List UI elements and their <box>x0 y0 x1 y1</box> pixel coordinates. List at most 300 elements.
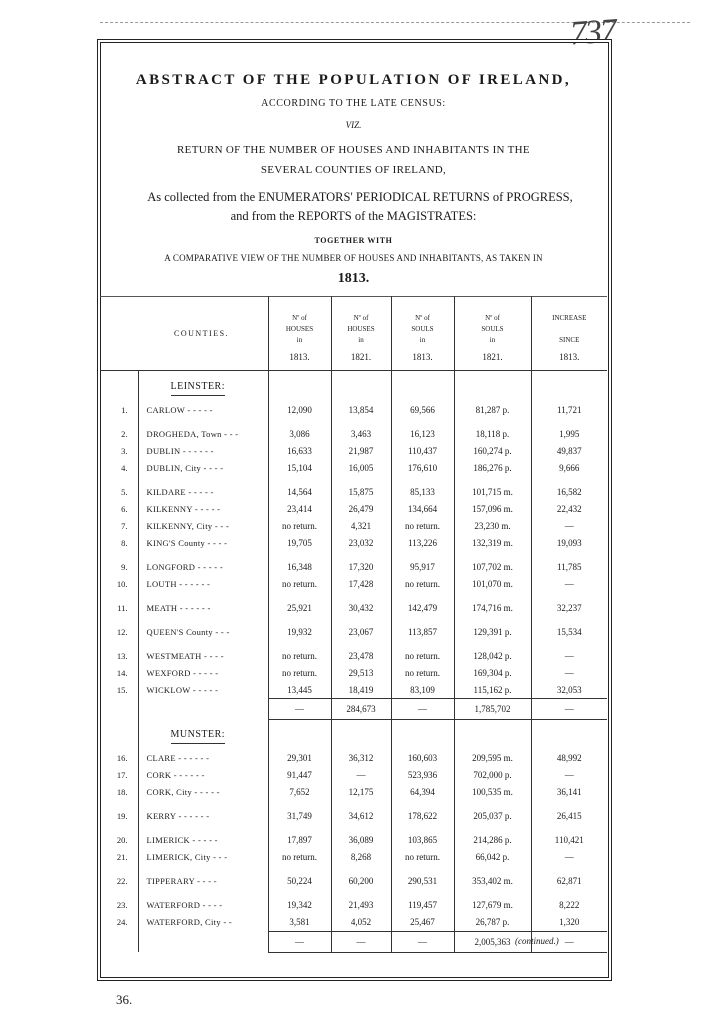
value-cell-s21: 127,679 m. <box>454 897 531 914</box>
value-cell-inc: 15,534 <box>531 623 607 640</box>
province-row <box>100 720 607 750</box>
empty-cell <box>268 616 331 623</box>
value-cell-h13: no return. <box>268 849 331 866</box>
table-row <box>100 623 607 640</box>
value-cell-s13: 134,664 <box>391 500 454 517</box>
empty-cell <box>454 616 531 623</box>
table-row <box>100 808 607 825</box>
table-row <box>100 558 607 575</box>
empty-cell <box>391 720 454 750</box>
value-cell-s21: 702,000 p. <box>454 767 531 784</box>
province-label: MUNSTER: <box>171 729 226 744</box>
value-cell-s13: no return. <box>391 647 454 664</box>
value-cell-s21: 186,276 p. <box>454 459 531 476</box>
row-number <box>100 720 138 750</box>
column-header: Nº of SOULS in 1813. <box>391 297 454 371</box>
county-name: LIMERICK - - - - - <box>138 832 268 849</box>
table-row <box>100 647 607 664</box>
county-name <box>138 801 268 808</box>
value-cell-s13: — <box>391 931 454 952</box>
table-row <box>100 500 607 517</box>
collected-line-2: and from the REPORTS of the MAGISTRATES: <box>230 209 477 223</box>
value-cell-inc: — <box>531 767 607 784</box>
value-cell-inc: 110,421 <box>531 832 607 849</box>
value-cell-h13: 19,705 <box>268 534 331 551</box>
row-number: 17. <box>116 770 128 780</box>
value-cell-h21: 4,052 <box>331 914 391 932</box>
table-body <box>100 371 607 953</box>
county-name <box>138 825 268 832</box>
value-cell-h13: 91,447 <box>268 767 331 784</box>
value-cell-h21: 23,067 <box>331 623 391 640</box>
county-name: KING'S County - - - - <box>138 534 268 551</box>
province-name <box>138 371 268 402</box>
together-with-label: TOGETHER WITH <box>314 236 393 245</box>
row-number <box>100 418 138 425</box>
county-name: DROGHEDA, Town - - - <box>138 425 268 442</box>
row-number: 4. <box>121 462 128 473</box>
empty-cell <box>454 866 531 873</box>
value-cell-s21: 2,005,363 <box>454 931 531 952</box>
value-cell-s13: 523,936 <box>391 767 454 784</box>
row-number: 16. <box>116 753 128 763</box>
county-name <box>138 592 268 599</box>
value-cell-inc: 32,237 <box>531 599 607 616</box>
value-cell-h21: 26,479 <box>331 500 391 517</box>
row-number: 21. <box>116 852 128 862</box>
empty-cell <box>531 371 607 402</box>
county-name <box>138 699 268 720</box>
value-cell-s21: 209,595 m. <box>454 750 531 767</box>
value-cell-s21: 169,304 p. <box>454 664 531 681</box>
empty-cell <box>391 551 454 558</box>
empty-cell <box>268 551 331 558</box>
empty-cell <box>391 418 454 425</box>
value-cell-s21: 101,070 m. <box>454 575 531 592</box>
table-row <box>100 897 607 914</box>
value-cell-s13: 85,133 <box>391 483 454 500</box>
spacer-row <box>100 418 607 425</box>
value-cell-h21: 284,673 <box>331 699 391 720</box>
empty-cell <box>454 592 531 599</box>
county-name: LONGFORD - - - - - <box>138 558 268 575</box>
empty-cell <box>531 418 607 425</box>
value-cell-h21: 23,032 <box>331 534 391 551</box>
value-cell-s21: 157,096 m. <box>454 500 531 517</box>
row-number: 9. <box>121 561 128 572</box>
empty-cell <box>531 592 607 599</box>
value-cell-s13: 83,109 <box>391 681 454 699</box>
spacer-row <box>100 551 607 558</box>
value-cell-s13: 290,531 <box>391 873 454 890</box>
value-cell-h13: 13,445 <box>268 681 331 699</box>
value-cell-inc: 26,415 <box>531 808 607 825</box>
value-cell-h21: 60,200 <box>331 873 391 890</box>
value-cell-h13: — <box>268 699 331 720</box>
row-number: 3. <box>121 445 128 456</box>
value-cell-s21: 132,319 m. <box>454 534 531 551</box>
table-row <box>100 681 607 699</box>
value-cell-inc: 9,666 <box>531 459 607 476</box>
value-cell-h13: 7,652 <box>268 784 331 801</box>
row-number: 15. <box>116 684 128 695</box>
value-cell-s13: 113,857 <box>391 623 454 640</box>
county-name: QUEEN'S County - - - <box>138 623 268 640</box>
table-row <box>100 442 607 459</box>
empty-cell <box>391 592 454 599</box>
value-cell-h21: 16,005 <box>331 459 391 476</box>
table-row <box>100 483 607 500</box>
value-cell-s13: no return. <box>391 664 454 681</box>
empty-cell <box>391 616 454 623</box>
empty-cell <box>391 866 454 873</box>
value-cell-h21: 12,175 <box>331 784 391 801</box>
value-cell-h13: 23,414 <box>268 500 331 517</box>
empty-cell <box>268 476 331 483</box>
table-row <box>100 832 607 849</box>
table-row <box>100 873 607 890</box>
spacer-row <box>100 866 607 873</box>
value-cell-s21: 115,162 p. <box>454 681 531 699</box>
row-number: 5. <box>121 486 128 497</box>
empty-cell <box>531 616 607 623</box>
row-number <box>100 890 138 897</box>
county-name: DUBLIN, City - - - - <box>138 459 268 476</box>
value-cell-h13: 12,090 <box>268 401 331 418</box>
value-cell-s21: 66,042 p. <box>454 849 531 866</box>
value-cell-s21: 160,274 p. <box>454 442 531 459</box>
table-row <box>100 599 607 616</box>
table-row <box>100 459 607 476</box>
county-name <box>138 476 268 483</box>
empty-cell <box>531 825 607 832</box>
value-cell-h21: 21,493 <box>331 897 391 914</box>
value-cell-h21: 29,513 <box>331 664 391 681</box>
empty-cell <box>391 640 454 647</box>
spacer-row <box>100 616 607 623</box>
spacer-row <box>100 476 607 483</box>
empty-cell <box>268 825 331 832</box>
value-cell-s13: 178,622 <box>391 808 454 825</box>
value-cell-s13: no return. <box>391 849 454 866</box>
value-cell-h21: 23,478 <box>331 647 391 664</box>
value-cell-h13: 25,921 <box>268 599 331 616</box>
row-number: 14. <box>116 667 128 678</box>
value-cell-s13: 110,437 <box>391 442 454 459</box>
empty-cell <box>331 720 391 750</box>
county-name <box>138 616 268 623</box>
county-name: KILKENNY - - - - - <box>138 500 268 517</box>
viz-label: VIZ. <box>345 120 362 130</box>
row-number <box>100 699 138 720</box>
row-number: 1. <box>121 404 128 415</box>
value-cell-h21: 36,312 <box>331 750 391 767</box>
counties-header: COUNTIES. <box>174 329 230 338</box>
county-name: WATERFORD, City - - <box>138 914 268 932</box>
value-cell-inc: 19,093 <box>531 534 607 551</box>
value-cell-h21: 30,432 <box>331 599 391 616</box>
value-cell-inc: 1,995 <box>531 425 607 442</box>
row-number: 23. <box>116 900 128 910</box>
value-cell-inc: — <box>531 647 607 664</box>
value-cell-s21: 129,391 p. <box>454 623 531 640</box>
row-number <box>100 551 138 558</box>
empty-cell <box>531 890 607 897</box>
empty-cell <box>391 476 454 483</box>
value-cell-h13: 50,224 <box>268 873 331 890</box>
population-table <box>100 296 607 953</box>
total-row <box>100 699 607 720</box>
value-cell-h13: no return. <box>268 517 331 534</box>
table-row <box>100 401 607 418</box>
empty-cell <box>331 801 391 808</box>
table-row <box>100 664 607 681</box>
row-number: 2. <box>121 428 128 439</box>
county-name: WICKLOW - - - - - <box>138 681 268 699</box>
value-cell-h21: 17,320 <box>331 558 391 575</box>
value-cell-h13: no return. <box>268 647 331 664</box>
row-number <box>100 825 138 832</box>
table-row <box>100 767 607 784</box>
county-name <box>138 418 268 425</box>
spacer-row <box>100 592 607 599</box>
empty-cell <box>454 825 531 832</box>
value-cell-s13: 160,603 <box>391 750 454 767</box>
column-header: Nº of HOUSES in 1813. <box>268 297 331 371</box>
handwritten-page-mark: 737 <box>568 12 617 53</box>
value-cell-inc: 32,053 <box>531 681 607 699</box>
value-cell-h21: 21,987 <box>331 442 391 459</box>
census-year: 1813. <box>337 271 370 286</box>
value-cell-s21: 353,402 m. <box>454 873 531 890</box>
empty-cell <box>331 616 391 623</box>
document-subtitle: ACCORDING TO THE LATE CENSUS: <box>261 98 446 109</box>
value-cell-s13: 142,479 <box>391 599 454 616</box>
value-cell-s21: 205,037 p. <box>454 808 531 825</box>
value-cell-h13: 16,633 <box>268 442 331 459</box>
county-name: DUBLIN - - - - - - <box>138 442 268 459</box>
value-cell-h21: 3,463 <box>331 425 391 442</box>
spacer-row <box>100 801 607 808</box>
county-name <box>138 866 268 873</box>
county-name: LIMERICK, City - - - <box>138 849 268 866</box>
empty-cell <box>331 592 391 599</box>
value-cell-s13: 64,394 <box>391 784 454 801</box>
empty-cell <box>331 866 391 873</box>
table-row <box>100 914 607 932</box>
empty-cell <box>531 720 607 750</box>
county-name: MEATH - - - - - - <box>138 599 268 616</box>
county-name: KERRY - - - - - - <box>138 808 268 825</box>
empty-cell <box>531 866 607 873</box>
empty-cell <box>331 825 391 832</box>
value-cell-s21: 1,785,702 <box>454 699 531 720</box>
empty-cell <box>391 371 454 402</box>
value-cell-h13: 3,086 <box>268 425 331 442</box>
row-number: 20. <box>116 835 128 845</box>
table-row <box>100 517 607 534</box>
value-cell-s13: 103,865 <box>391 832 454 849</box>
value-cell-inc: 11,785 <box>531 558 607 575</box>
document-title: ABSTRACT OF THE POPULATION OF IRELAND, <box>135 72 572 88</box>
value-cell-s13: 16,123 <box>391 425 454 442</box>
value-cell-h21: — <box>331 931 391 952</box>
county-name <box>138 640 268 647</box>
empty-cell <box>331 890 391 897</box>
value-cell-h21: 36,089 <box>331 832 391 849</box>
column-header: INCREASE SINCE 1813. <box>531 297 607 371</box>
value-cell-h13: — <box>268 931 331 952</box>
value-cell-s13: 119,457 <box>391 897 454 914</box>
row-number <box>100 801 138 808</box>
spacer-row <box>100 825 607 832</box>
empty-cell <box>331 551 391 558</box>
value-cell-s21: 107,702 m. <box>454 558 531 575</box>
value-cell-s13: no return. <box>391 575 454 592</box>
value-cell-h21: — <box>331 767 391 784</box>
empty-cell <box>268 720 331 750</box>
value-cell-s21: 101,715 m. <box>454 483 531 500</box>
value-cell-h13: 19,932 <box>268 623 331 640</box>
value-cell-h21: 15,875 <box>331 483 391 500</box>
value-cell-inc: 1,320 <box>531 914 607 932</box>
value-cell-h13: 14,564 <box>268 483 331 500</box>
value-cell-h13: 19,342 <box>268 897 331 914</box>
province-row <box>100 371 607 402</box>
county-name: WESTMEATH - - - - <box>138 647 268 664</box>
value-cell-s21: 23,230 m. <box>454 517 531 534</box>
row-number: 18. <box>116 787 128 797</box>
value-cell-s21: 214,286 p. <box>454 832 531 849</box>
county-name <box>138 551 268 558</box>
column-header: Nº of SOULS in 1821. <box>454 297 531 371</box>
value-cell-h13: 29,301 <box>268 750 331 767</box>
table-row <box>100 750 607 767</box>
county-name: TIPPERARY - - - - <box>138 873 268 890</box>
county-name: CORK, City - - - - - <box>138 784 268 801</box>
row-number: 8. <box>121 537 128 548</box>
row-number: 10. <box>116 578 128 589</box>
value-cell-inc: 11,721 <box>531 401 607 418</box>
value-cell-inc: 62,871 <box>531 873 607 890</box>
empty-cell <box>268 371 331 402</box>
column-header: Nº of HOUSES in 1821. <box>331 297 391 371</box>
value-cell-h13: 15,104 <box>268 459 331 476</box>
value-cell-h13: no return. <box>268 575 331 592</box>
empty-cell <box>454 418 531 425</box>
empty-cell <box>531 476 607 483</box>
value-cell-inc: — <box>531 699 607 720</box>
value-cell-s21: 26,787 p. <box>454 914 531 932</box>
spacer-row <box>100 890 607 897</box>
empty-cell <box>454 371 531 402</box>
empty-cell <box>268 640 331 647</box>
value-cell-s21: 174,716 m. <box>454 599 531 616</box>
value-cell-inc: 16,582 <box>531 483 607 500</box>
value-cell-inc: 8,222 <box>531 897 607 914</box>
value-cell-h21: 17,428 <box>331 575 391 592</box>
empty-cell <box>531 640 607 647</box>
row-number: 6. <box>121 503 128 514</box>
county-name <box>138 890 268 897</box>
empty-cell <box>391 890 454 897</box>
value-cell-h13: 31,749 <box>268 808 331 825</box>
table-row <box>100 425 607 442</box>
value-cell-s13: 69,566 <box>391 401 454 418</box>
value-cell-inc: — <box>531 664 607 681</box>
empty-cell <box>454 476 531 483</box>
county-name: KILDARE - - - - - <box>138 483 268 500</box>
table-row <box>100 575 607 592</box>
empty-cell <box>454 640 531 647</box>
value-cell-h21: 8,268 <box>331 849 391 866</box>
county-name: CORK - - - - - - <box>138 767 268 784</box>
empty-cell <box>268 866 331 873</box>
county-name: KILKENNY, City - - - <box>138 517 268 534</box>
value-cell-s13: 113,226 <box>391 534 454 551</box>
value-cell-s21: 128,042 p. <box>454 647 531 664</box>
empty-cell <box>531 801 607 808</box>
value-cell-h13: 17,897 <box>268 832 331 849</box>
row-number: 13. <box>116 650 128 661</box>
value-cell-inc: 49,837 <box>531 442 607 459</box>
county-name <box>138 931 268 952</box>
page-number: 36. <box>116 992 133 1007</box>
value-cell-s13: 95,917 <box>391 558 454 575</box>
empty-cell <box>268 801 331 808</box>
row-number: 19. <box>116 811 128 821</box>
table-header-row <box>100 297 607 371</box>
value-cell-inc: 36,141 <box>531 784 607 801</box>
value-cell-h21: 18,419 <box>331 681 391 699</box>
row-number <box>100 866 138 873</box>
row-number <box>100 931 138 952</box>
empty-cell <box>391 825 454 832</box>
county-name: CARLOW - - - - - <box>138 401 268 418</box>
row-number <box>100 476 138 483</box>
value-cell-inc: — <box>531 517 607 534</box>
table-row <box>100 534 607 551</box>
province-label: LEINSTER: <box>171 381 226 396</box>
row-number: 11. <box>117 602 128 613</box>
empty-cell <box>454 720 531 750</box>
value-cell-s21: 100,535 m. <box>454 784 531 801</box>
row-number: 12. <box>116 626 128 637</box>
county-name: WEXFORD - - - - - <box>138 664 268 681</box>
row-number: 24. <box>116 917 128 928</box>
empty-cell <box>454 890 531 897</box>
return-line-1: RETURN OF THE NUMBER OF HOUSES AND INHABITANTS IN THE <box>177 144 530 156</box>
spacer-row <box>100 640 607 647</box>
empty-cell <box>331 371 391 402</box>
value-cell-inc: — <box>531 575 607 592</box>
continued-note: (continued.) <box>515 936 559 946</box>
county-name: WATERFORD - - - - <box>138 897 268 914</box>
empty-cell <box>391 801 454 808</box>
value-cell-s21: 18,118 p. <box>454 425 531 442</box>
collected-line-1: As collected from the ENUMERATORS' PERIODICAL RETURNS of PROGRESS, <box>147 190 573 204</box>
empty-cell <box>268 890 331 897</box>
value-cell-s13: 25,467 <box>391 914 454 932</box>
empty-cell <box>268 418 331 425</box>
row-number <box>100 640 138 647</box>
empty-cell <box>268 592 331 599</box>
empty-cell <box>331 640 391 647</box>
value-cell-inc: 22,432 <box>531 500 607 517</box>
value-cell-s21: 81,287 p. <box>454 401 531 418</box>
value-cell-inc: — <box>531 849 607 866</box>
county-name: CLARE - - - - - - <box>138 750 268 767</box>
